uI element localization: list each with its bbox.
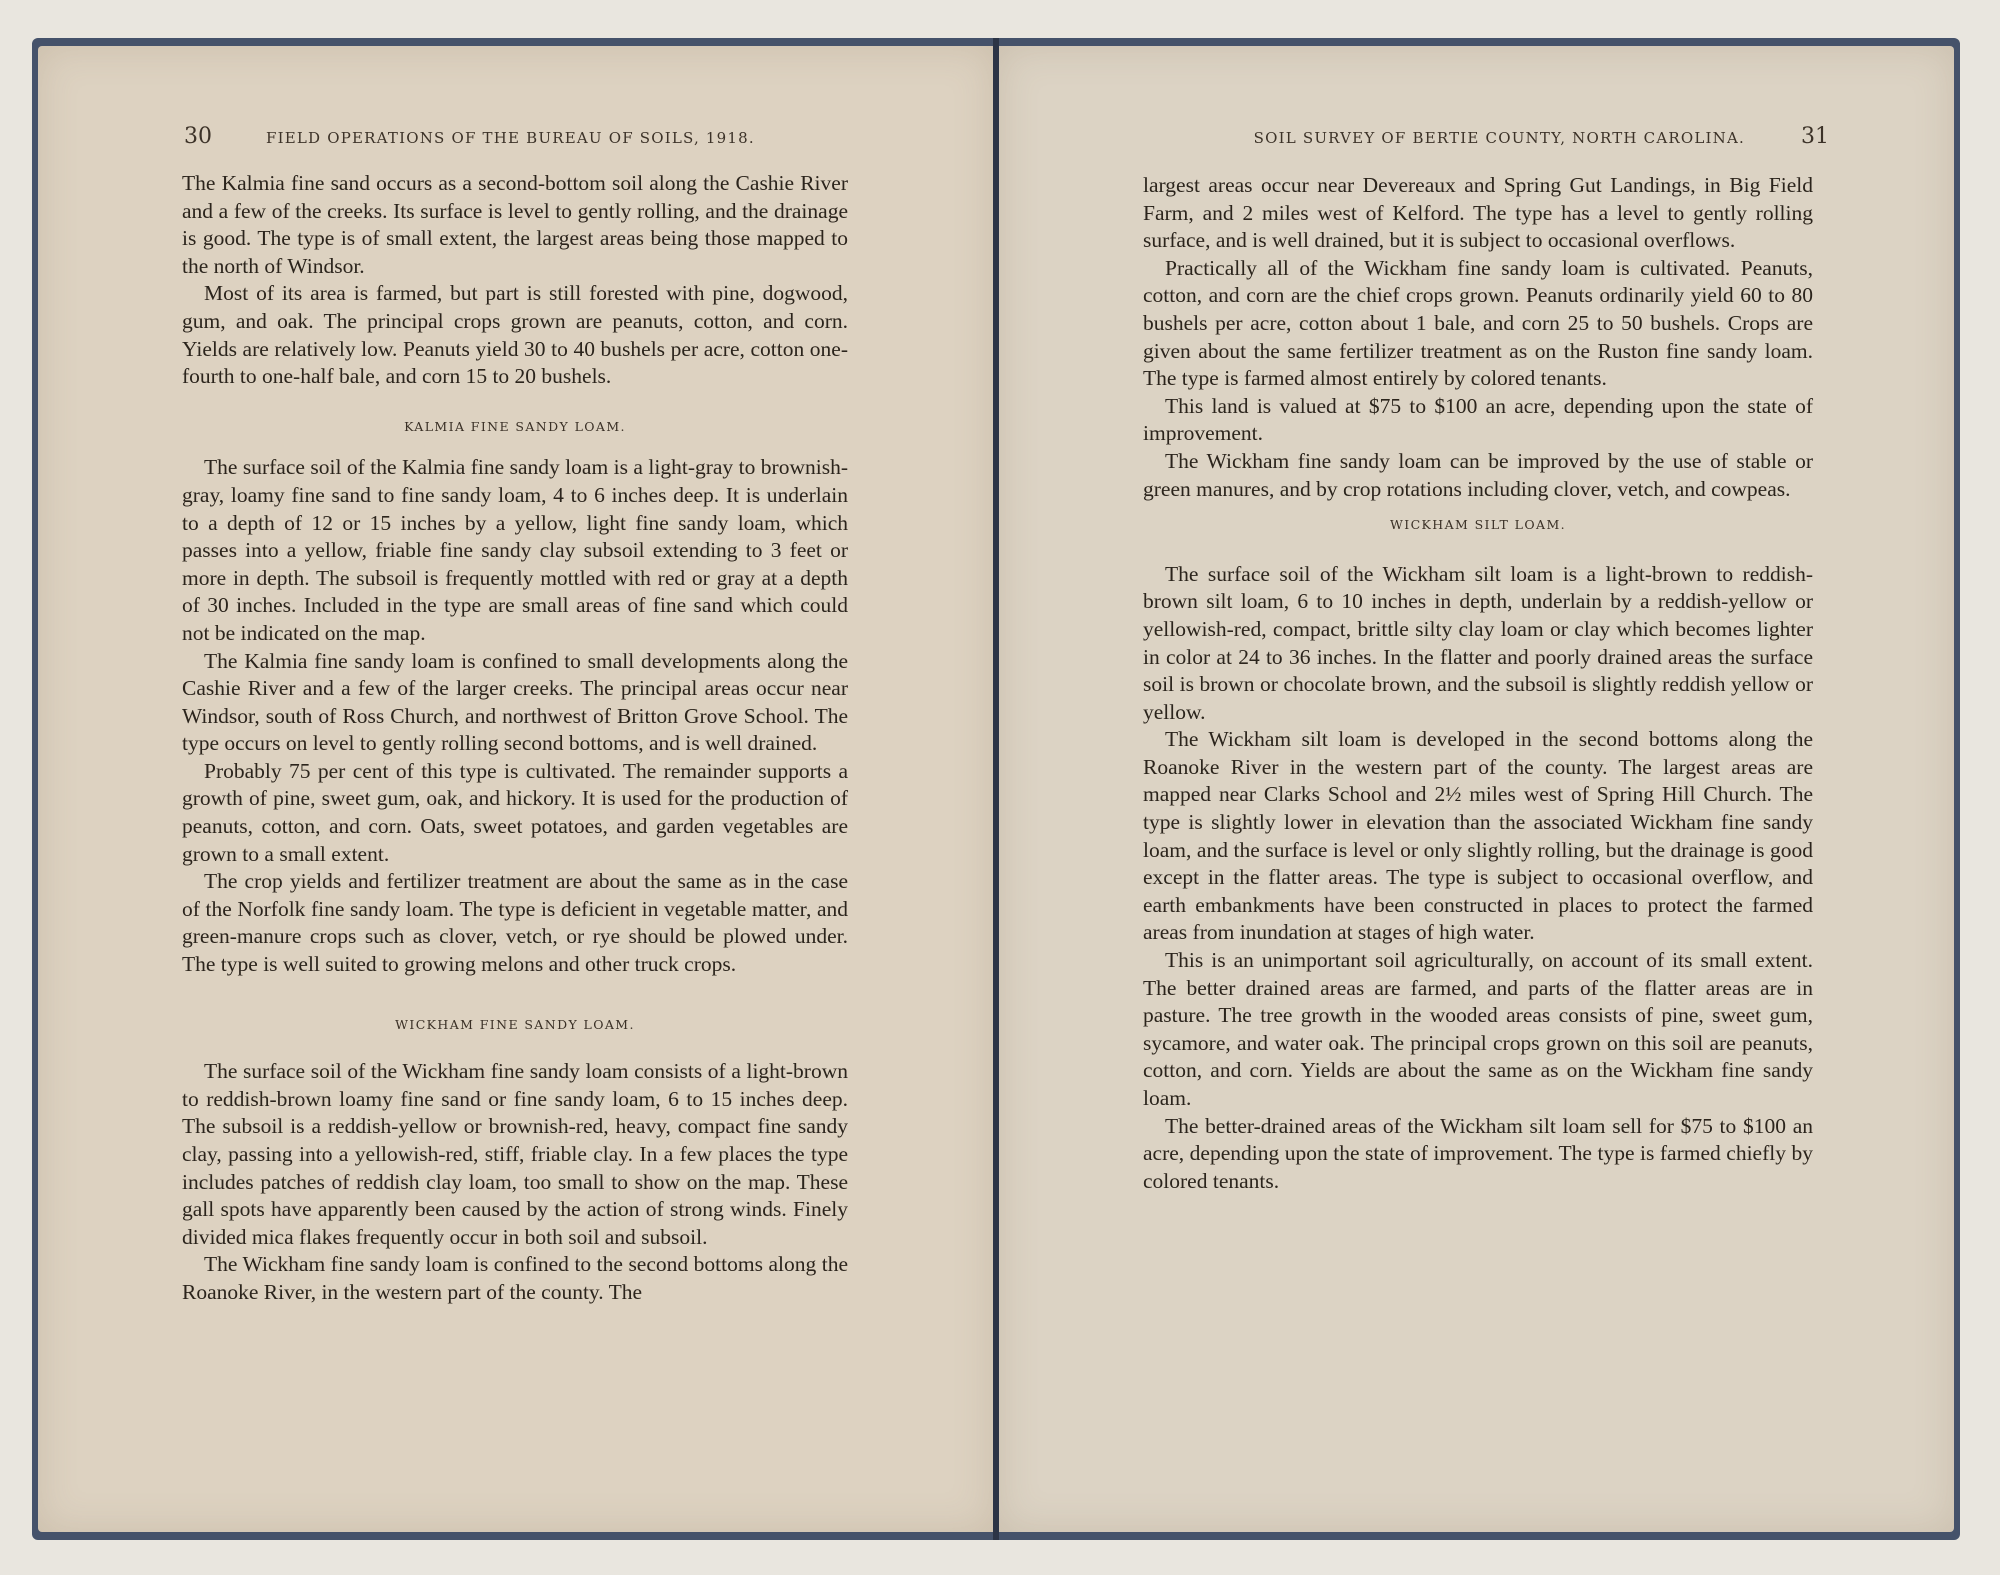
paragraph: Probably 75 per cent of this type is cultivated. The remainder supports a growth of pine, sweet gum, oak, and hickory. It is used for the production of peanuts, cotton, and corn. Oats, sweet potatoes, and garden vegetables are grown to a small extent.: [182, 758, 848, 866]
right-running-head-title: SOIL SURVEY OF BERTIE COUNTY, NORTH CAROLINA.: [1253, 129, 1745, 147]
paragraph: The Kalmia fine sand occurs as a second-bottom soil along the Cashie River and a few of the creeks. Its surface is level to gently rolling, and the drainage is good. The type is of small extent, the largest areas being those mapped to the north of Windsor.: [182, 171, 848, 278]
paragraph: The surface soil of the Wickham fine sandy loam consists of a light-brown to reddish-brown loamy fine sand or fine sandy loam, 6 to 15 inches deep. The subsoil is a reddish-yellow or brownish-red, heavy, compact fine sandy clay, passing into a yellowish-red, stiff, friable clay. In a few places the type includes patches of reddish clay loam, too small to show on the map. These gall spots have apparently been caused by the action of strong winds. Finely divided mica flakes frequently occur in both soil and subsoil.: [182, 1059, 848, 1249]
right-running-head: [1159, 124, 1829, 154]
book-spread: [32, 38, 1960, 1540]
right-page-number: 31: [1801, 124, 1829, 149]
left-running-head-title: FIELD OPERATIONS OF THE BUREAU OF SOILS, 1918.: [266, 129, 755, 147]
left-page: [38, 46, 993, 1532]
paragraph: The crop yields and fertilizer treatment are about the same as in the case of the Norfolk fine sandy loam. The type is deficient in vegetable matter, and green-manure crops such as clover, vetch, or rye should be plowed under. The type is well suited to growing melons and other truck crops.: [182, 869, 848, 977]
left-running-head: [184, 124, 844, 154]
paragraph: This land is valued at $75 to $100 an acre, depending upon the state of improvement.: [1143, 393, 1813, 446]
paragraph: largest areas occur near Devereaux and Spring Gut Landings, in Big Field Farm, and 2 miles west of Kelford. The type has a level to gently rolling surface, and is well drained, but it is subject to occasional overflows.: [1143, 173, 1813, 253]
right-page: [999, 46, 1954, 1532]
left-page-number: 30: [184, 124, 212, 149]
paragraph: The surface soil of the Kalmia fine sandy loam is a light-gray to brownish-gray, loamy fine sand to fine sandy loam, 4 to 6 inches deep. It is underlain to a depth of 12 or 15 inches by a yellow, light fine sandy loam, which passes into a yellow, friable fine sandy clay subsoil extending to 3 feet or more in depth. The subsoil is frequently mottled with red or gray at a depth of 30 inches. Included in the type are small areas of fine sand which could not be indicated on the map.: [182, 455, 848, 645]
left-text-column: [182, 170, 848, 1307]
right-text-column: [1143, 172, 1813, 1195]
paragraph: The Kalmia fine sandy loam is confined to small developments along the Cashie River and a few of the larger creeks. The principal areas occur near Windsor, south of Ross Church, and northwest of Britton Grove School. The type occurs on level to gently rolling second bottoms, and is well drained.: [182, 648, 848, 756]
section-heading: WICKHAM FINE SANDY LOAM.: [395, 1016, 635, 1032]
paragraph: The surface soil of the Wickham silt loam is a light-brown to reddish-brown silt loam, 6 to 10 inches in depth, underlain by a reddish-yellow or yellowish-red, compact, brittle silty clay loam or clay which becomes lighter in color at 24 to 36 inches. In the flatter and poorly drained areas the surface soil is brown or chocolate brown, and the subsoil is slightly reddish yellow or yellow.: [1143, 561, 1813, 724]
paragraph: This is an unimportant soil agriculturally, on account of its small extent. The better drained areas are farmed, and parts of the flatter areas are in pasture. The tree growth in the wooded areas consists of pine, sweet gum, sycamore, and water oak. The principal crops grown on this soil are peanuts, cotton, and corn. Yields are about the same as on the Wickham fine sandy loam.: [1143, 948, 1813, 1110]
paragraph: The Wickham silt loam is developed in the second bottoms along the Roanoke River in the western part of the county. The largest areas are mapped near Clarks School and 2½ miles west of Spring Hill Church. The type is slightly lower in elevation than the associated Wickham fine sandy loam, and the surface is level or only slightly rolling, but the drainage is good except in the flatter areas. The type is subject to occasional overflow, and earth embankments have been constructed in places to protect the farmed areas from inundation at stages of high water.: [1143, 727, 1813, 945]
section-heading: WICKHAM SILT LOAM.: [1389, 517, 1567, 533]
paragraph: Most of its area is farmed, but part is still forested with pine, dogwood, gum, and oak. The principal crops grown are peanuts, cotton, and corn. Yields are relatively low. Peanuts yield 30 to 40 bushels per acre, cotton one-fourth to one-half bale, and corn 15 to 20 bushels.: [182, 281, 848, 389]
paragraph: The Wickham fine sandy loam can be improved by the use of stable or green manures, and by crop rotations including clover, vetch, and cowpeas.: [1143, 448, 1813, 501]
paragraph: The better-drained areas of the Wickham silt loam sell for $75 to $100 an acre, depending upon the state of improvement. The type is farmed chiefly by colored tenants.: [1143, 1113, 1813, 1193]
section-heading: KALMIA FINE SANDY LOAM.: [404, 418, 626, 434]
paragraph: The Wickham fine sandy loam is confined to the second bottoms along the Roanoke River, in the western part of the county. The: [182, 1252, 848, 1304]
paragraph: Practically all of the Wickham fine sandy loam is cultivated. Peanuts, cotton, and corn are the chief crops grown. Peanuts ordinarily yield 60 to 80 bushels per acre, cotton about 1 bale, and corn 25 to 50 bushels. Crops are given about the same fertilizer treatment as on the Ruston fine sandy loam. The type is farmed almost entirely by colored tenants.: [1143, 255, 1813, 391]
